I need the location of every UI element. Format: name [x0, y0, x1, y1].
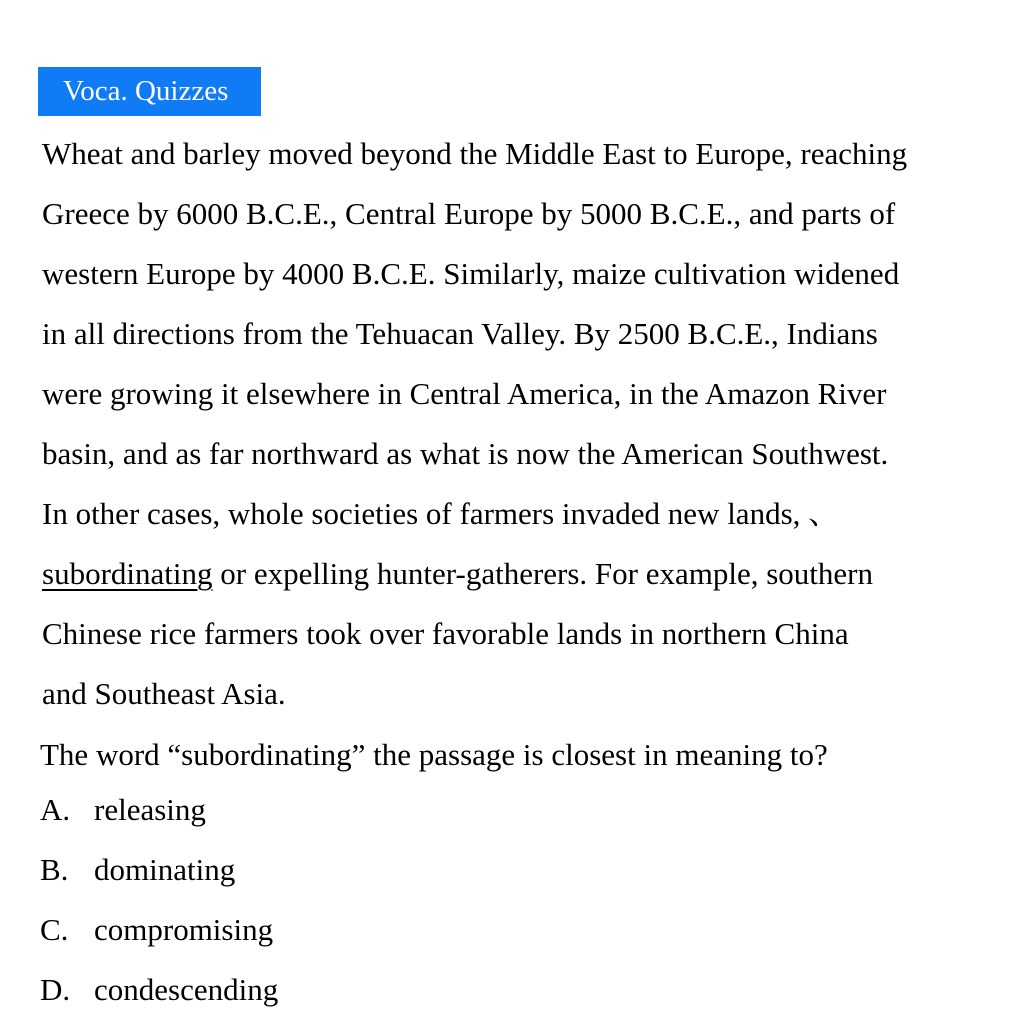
passage-line: western Europe by 4000 B.C.E. Similarly, maize cultivation widened	[42, 256, 900, 291]
option-text: dominating	[94, 852, 236, 887]
passage-line: In other cases, whole societies of farmers invaded new lands, 、	[42, 496, 840, 531]
passage-line	[42, 554, 873, 594]
option-text: compromising	[94, 912, 274, 947]
quiz-category-badge: Voca. Quizzes	[38, 67, 261, 116]
option-letter: A.	[40, 792, 71, 827]
passage-line: Greece by 6000 B.C.E., Central Europe by 5000 B.C.E., and parts of	[42, 196, 896, 231]
option-letter: B.	[40, 852, 69, 887]
question-text: The word “subordinating” the passage is closest in meaning to?	[40, 737, 828, 772]
option-letter: D.	[40, 972, 71, 1007]
passage-line: in all directions from the Tehuacan Valley. By 2500 B.C.E., Indians	[42, 316, 878, 351]
option-text: releasing	[94, 792, 206, 827]
passage-line: were growing it elsewhere in Central America, in the Amazon River	[42, 376, 887, 411]
underlined-target-word: subordinating	[42, 556, 213, 591]
answer-option-b[interactable]	[40, 850, 235, 890]
answer-option-c[interactable]	[40, 910, 273, 950]
answer-option-a[interactable]	[40, 790, 206, 830]
passage-line: Wheat and barley moved beyond the Middle East to Europe, reaching	[42, 136, 908, 171]
option-text: condescending	[94, 972, 279, 1007]
option-letter: C.	[40, 912, 69, 947]
passage-line: basin, and as far northward as what is now the American Southwest.	[42, 436, 889, 471]
passage-line-rest: or expelling hunter-gatherers. For example, southern	[212, 556, 874, 591]
answer-option-d[interactable]	[40, 970, 278, 1010]
passage-line: Chinese rice farmers took over favorable lands in northern China	[42, 616, 849, 651]
passage-line: and Southeast Asia.	[42, 676, 286, 711]
